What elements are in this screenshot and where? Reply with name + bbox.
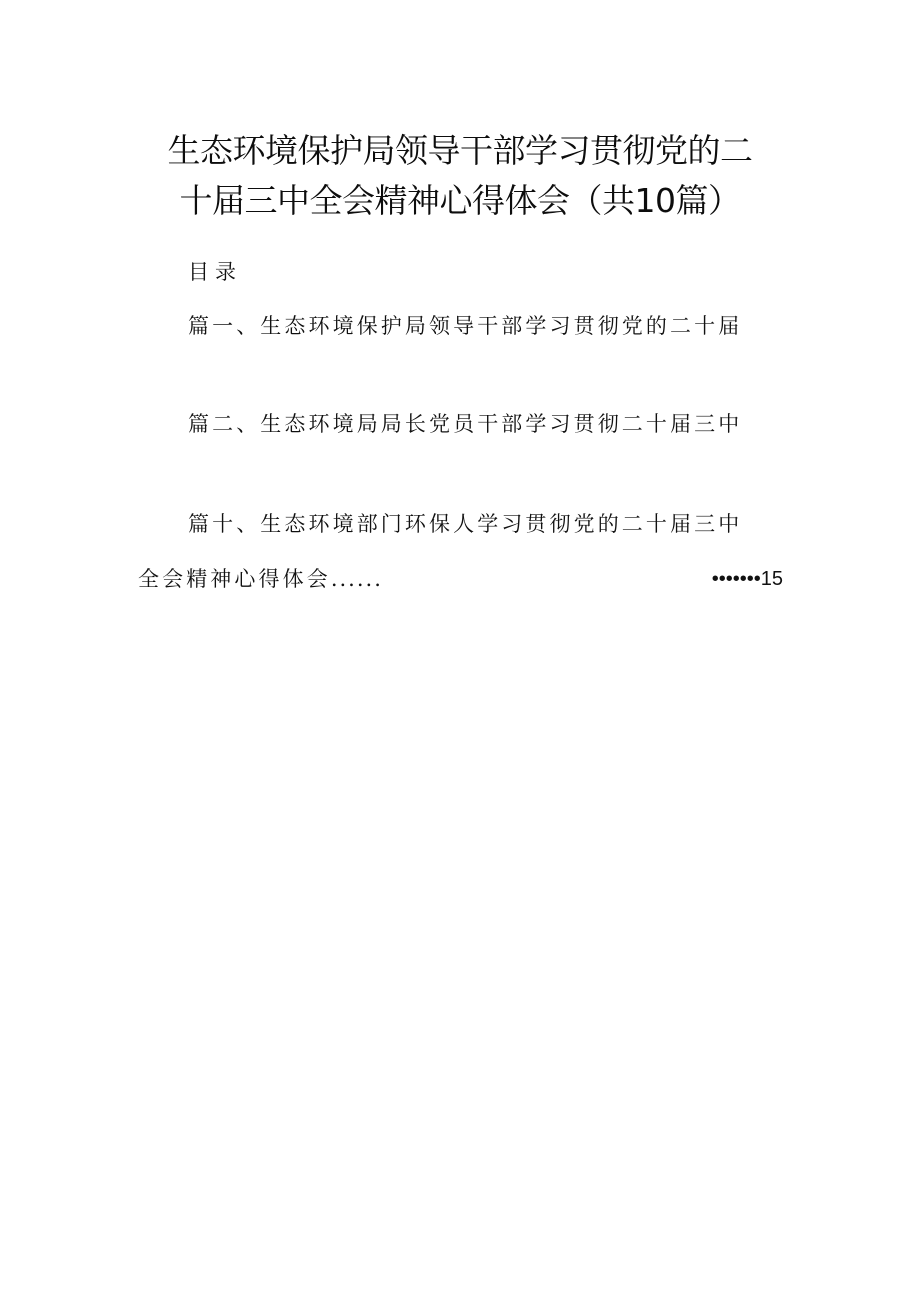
toc-entry-2[interactable]: 篇二、生态环境局局长党员干部学习贯彻二十届三中: [188, 412, 743, 436]
document-title-line-2: 十届三中全会精神心得体会（共10篇）: [179, 181, 741, 220]
toc-dot-leader: ......: [330, 567, 383, 591]
toc-entry-10-continuation[interactable]: [138, 563, 783, 595]
toc-entry-10-continuation-label: 全会精神心得体会: [138, 567, 331, 591]
document-title-line-1: 生态环境保护局领导干部学习贯彻党的二: [167, 131, 753, 170]
toc-entry-10[interactable]: 篇十、生态环境部门环保人学习贯彻党的二十届三中: [188, 512, 743, 536]
toc-entry-1[interactable]: 篇一、生态环境保护局领导干部学习贯彻党的二十届: [188, 314, 743, 338]
toc-heading: 目录: [188, 260, 242, 284]
document-title: [0, 126, 920, 226]
toc-page-number: •••••••15: [711, 568, 783, 590]
toc-entry-10-continuation-text: [138, 563, 383, 595]
